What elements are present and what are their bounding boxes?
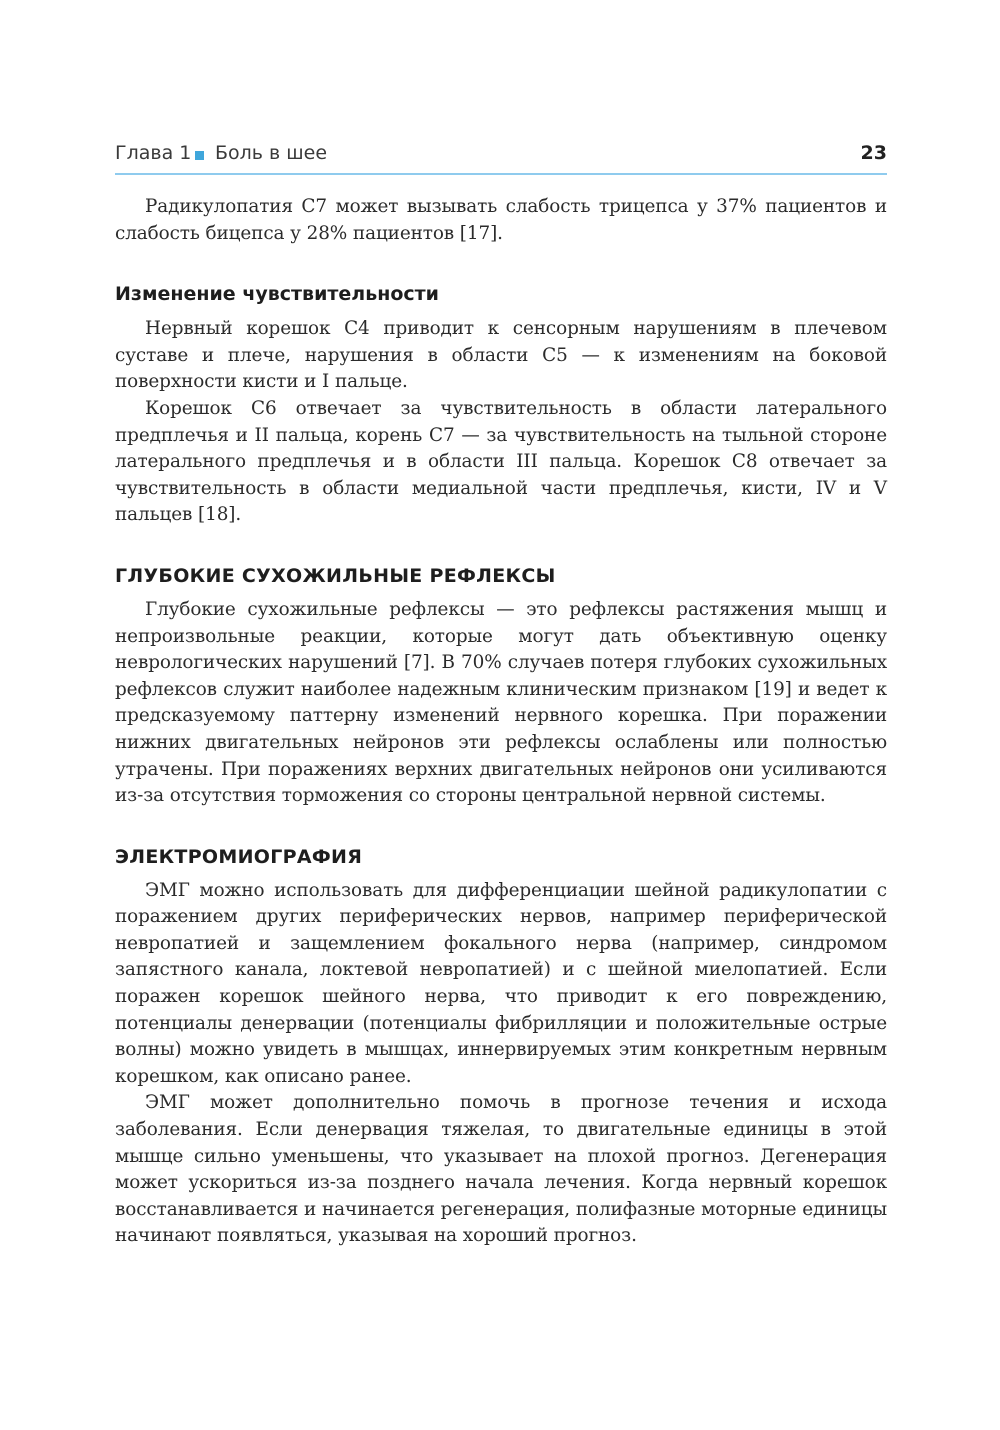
square-bullet-icon — [195, 151, 204, 160]
reflexes-paragraph-1: Глубокие сухожильные рефлексы — это рефлексы растяжения мышц и непроизвольные реакции, которые могут дать объективную оценку неврологических нарушений [7]. В 70% случаев потеря глубоких сухожильных рефлексов служит наиболее надежным клиническим признаком [19] и ведет к предсказуемому паттерну изменений нервного корешка. При поражении нижних двигательных нейронов эти рефлексы ослаблены или полностью утрачены. При поражениях верхних двигательных нейронов они усиливаются из-за отсутствия торможения со стороны центральной нервной системы. — [115, 598, 887, 807]
sensitivity-paragraph-2: Корешок C6 отвечает за чувствительность в области латерального предплечья и II пальца, корень C7 — за чувствительность на тыльной стороне латерального предплечья и в области III пальца. Корешок C8 отвечает за чувствительность в области медиальной части предплечья, кисти, IV и V пальцев [18]. — [115, 397, 887, 526]
chapter-label: Глава 1 — [115, 142, 192, 164]
emg-paragraph-2: ЭМГ может дополнительно помочь в прогнозе течения и исхода заболевания. Если денервация тяжелая, то двигательные единицы в этой мышце сильно уменьшены, что указывает на плохой прогноз. Дегенерация может ускориться из-за позднего начала лечения. Когда нервный корешок восстанавливается и начинается регенерация, полифазные моторные единицы начинают появляться, указывая на хороший прогноз. — [115, 1092, 887, 1247]
heading-reflexes: ГЛУБОКИЕ СУХОЖИЛЬНЫЕ РЕФЛЕКСЫ — [115, 564, 556, 587]
sensitivity-paragraph-1: Нервный корешок C4 приводит к сенсорным нарушениям в плечевом суставе и плече, нарушения в области C5 — к изменениям на боковой поверхности кисти и I пальце. — [115, 318, 887, 393]
page-body — [115, 194, 887, 1250]
running-header — [115, 138, 887, 172]
page-number: 23 — [860, 142, 887, 164]
heading-emg: ЭЛЕКТРОМИОГРАФИЯ — [115, 845, 363, 868]
heading-sensitivity: Изменение чувствительности — [115, 283, 439, 306]
intro-paragraph: Радикулопатия C7 может вызывать слабость трицепса у 37% пациентов и слабость бицепса у 28% пациентов [17]. — [115, 196, 887, 244]
section-label: Боль в шее — [215, 142, 328, 164]
header-rule — [115, 173, 887, 175]
emg-paragraph-1: ЭМГ можно использовать для дифференциации шейной радикулопатии с поражением других периферических нервов, например периферической невропатией и защемлением фокального нерва (например, синдромом запястного канала, локтевой невропатией) и с шейной миелопатией. Если поражен корешок шейного нерва, что приводит к его повреждению, потенциалы денервации (потенциалы фибрилляции и положительные острые волны) можно увидеть в мышцах, иннервируемых этим конкретным нервным корешком, как описано ранее. — [115, 879, 887, 1087]
